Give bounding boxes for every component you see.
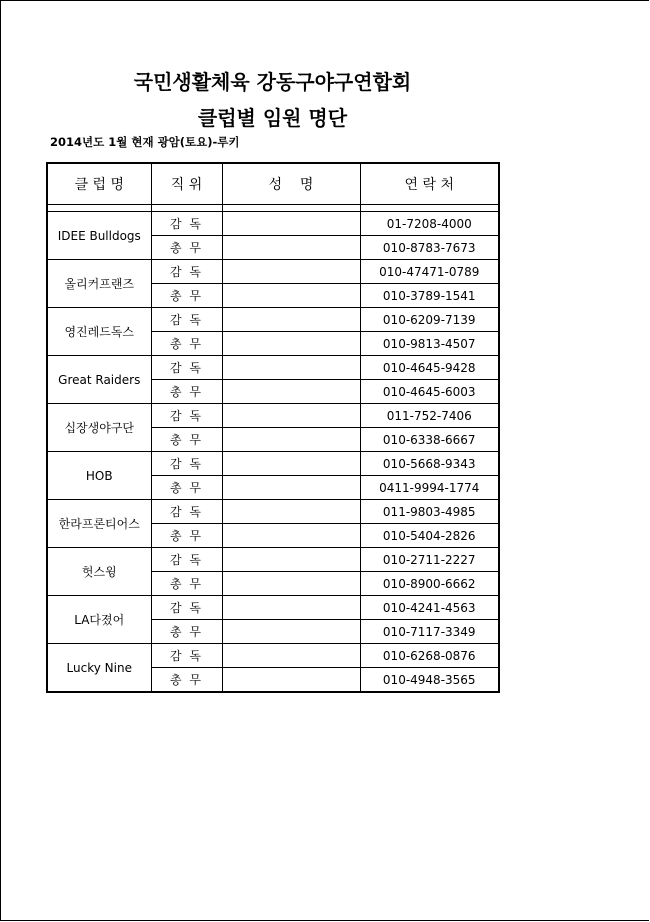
position-cell: 감 독 bbox=[151, 644, 222, 668]
position-cell: 총 무 bbox=[151, 428, 222, 452]
person-name-cell bbox=[222, 308, 360, 332]
person-name-cell bbox=[222, 332, 360, 356]
officer-table bbox=[46, 162, 500, 693]
phone-cell: 010-9813-4507 bbox=[360, 332, 499, 356]
club-name-cell: LA다졌어 bbox=[47, 596, 151, 644]
position-cell: 총 무 bbox=[151, 236, 222, 260]
person-name-cell bbox=[222, 572, 360, 596]
phone-cell: 010-47471-0789 bbox=[360, 260, 499, 284]
phone-cell: 011-9803-4985 bbox=[360, 500, 499, 524]
phone-cell: 01-7208-4000 bbox=[360, 212, 499, 236]
table-row bbox=[47, 500, 499, 524]
position-cell: 감 독 bbox=[151, 596, 222, 620]
position-cell: 총 무 bbox=[151, 620, 222, 644]
phone-cell: 010-4645-9428 bbox=[360, 356, 499, 380]
phone-cell: 010-4645-6003 bbox=[360, 380, 499, 404]
person-name-cell bbox=[222, 644, 360, 668]
person-name-cell bbox=[222, 596, 360, 620]
phone-cell: 010-5404-2826 bbox=[360, 524, 499, 548]
position-cell: 총 무 bbox=[151, 524, 222, 548]
person-name-cell bbox=[222, 452, 360, 476]
person-name-cell bbox=[222, 668, 360, 693]
position-cell: 감 독 bbox=[151, 308, 222, 332]
club-name-cell: 올리커프랜즈 bbox=[47, 260, 151, 308]
phone-cell: 010-3789-1541 bbox=[360, 284, 499, 308]
position-cell: 총 무 bbox=[151, 332, 222, 356]
column-header-name: 성 명 bbox=[222, 163, 360, 205]
phone-cell: 010-7117-3349 bbox=[360, 620, 499, 644]
position-cell: 총 무 bbox=[151, 284, 222, 308]
phone-cell: 010-8900-6662 bbox=[360, 572, 499, 596]
club-name-cell: 영진레드독스 bbox=[47, 308, 151, 356]
person-name-cell bbox=[222, 620, 360, 644]
club-name-cell: Great Raiders bbox=[47, 356, 151, 404]
person-name-cell bbox=[222, 476, 360, 500]
table-row bbox=[47, 596, 499, 620]
position-cell: 총 무 bbox=[151, 476, 222, 500]
person-name-cell bbox=[222, 356, 360, 380]
table-row bbox=[47, 212, 499, 236]
table-body bbox=[47, 205, 499, 693]
phone-cell: 010-4948-3565 bbox=[360, 668, 499, 693]
position-cell: 감 독 bbox=[151, 356, 222, 380]
person-name-cell bbox=[222, 380, 360, 404]
phone-cell: 0411-9994-1774 bbox=[360, 476, 499, 500]
table-header-row bbox=[47, 163, 499, 205]
person-name-cell bbox=[222, 236, 360, 260]
person-name-cell bbox=[222, 260, 360, 284]
position-cell: 감 독 bbox=[151, 548, 222, 572]
table-row bbox=[47, 308, 499, 332]
table-row bbox=[47, 260, 499, 284]
date-line: 2014년도 1월 현재 광암(토요)-루키 bbox=[50, 135, 240, 149]
club-name-cell: 헛스윙 bbox=[47, 548, 151, 596]
club-name-cell: Lucky Nine bbox=[47, 644, 151, 693]
person-name-cell bbox=[222, 212, 360, 236]
table-row bbox=[47, 452, 499, 476]
table-row bbox=[47, 644, 499, 668]
document-subtitle: 클럽별 임원 명단 bbox=[197, 106, 348, 130]
position-cell: 감 독 bbox=[151, 452, 222, 476]
position-cell: 감 독 bbox=[151, 260, 222, 284]
position-cell: 감 독 bbox=[151, 212, 222, 236]
club-name-cell: IDEE Bulldogs bbox=[47, 212, 151, 260]
column-header-club: 클 럽 명 bbox=[47, 163, 151, 205]
phone-cell: 010-6268-0876 bbox=[360, 644, 499, 668]
phone-cell: 010-8783-7673 bbox=[360, 236, 499, 260]
person-name-cell bbox=[222, 284, 360, 308]
club-name-cell: 한라프론티어스 bbox=[47, 500, 151, 548]
phone-cell: 010-6209-7139 bbox=[360, 308, 499, 332]
phone-cell: 010-4241-4563 bbox=[360, 596, 499, 620]
spacer-row bbox=[47, 205, 499, 212]
column-header-contact: 연 락 처 bbox=[360, 163, 499, 205]
person-name-cell bbox=[222, 548, 360, 572]
person-name-cell bbox=[222, 524, 360, 548]
table-row bbox=[47, 356, 499, 380]
table-row bbox=[47, 548, 499, 572]
position-cell: 총 무 bbox=[151, 668, 222, 693]
position-cell: 감 독 bbox=[151, 404, 222, 428]
position-cell: 감 독 bbox=[151, 500, 222, 524]
club-name-cell: HOB bbox=[47, 452, 151, 500]
person-name-cell bbox=[222, 404, 360, 428]
position-cell: 총 무 bbox=[151, 572, 222, 596]
phone-cell: 010-2711-2227 bbox=[360, 548, 499, 572]
phone-cell: 011-752-7406 bbox=[360, 404, 499, 428]
column-header-position: 직 위 bbox=[151, 163, 222, 205]
person-name-cell bbox=[222, 428, 360, 452]
table-row bbox=[47, 404, 499, 428]
document-title: 국민생활체육 강동구야구연합회 bbox=[133, 70, 412, 94]
position-cell: 총 무 bbox=[151, 380, 222, 404]
person-name-cell bbox=[222, 500, 360, 524]
phone-cell: 010-5668-9343 bbox=[360, 452, 499, 476]
club-name-cell: 십장생야구단 bbox=[47, 404, 151, 452]
phone-cell: 010-6338-6667 bbox=[360, 428, 499, 452]
